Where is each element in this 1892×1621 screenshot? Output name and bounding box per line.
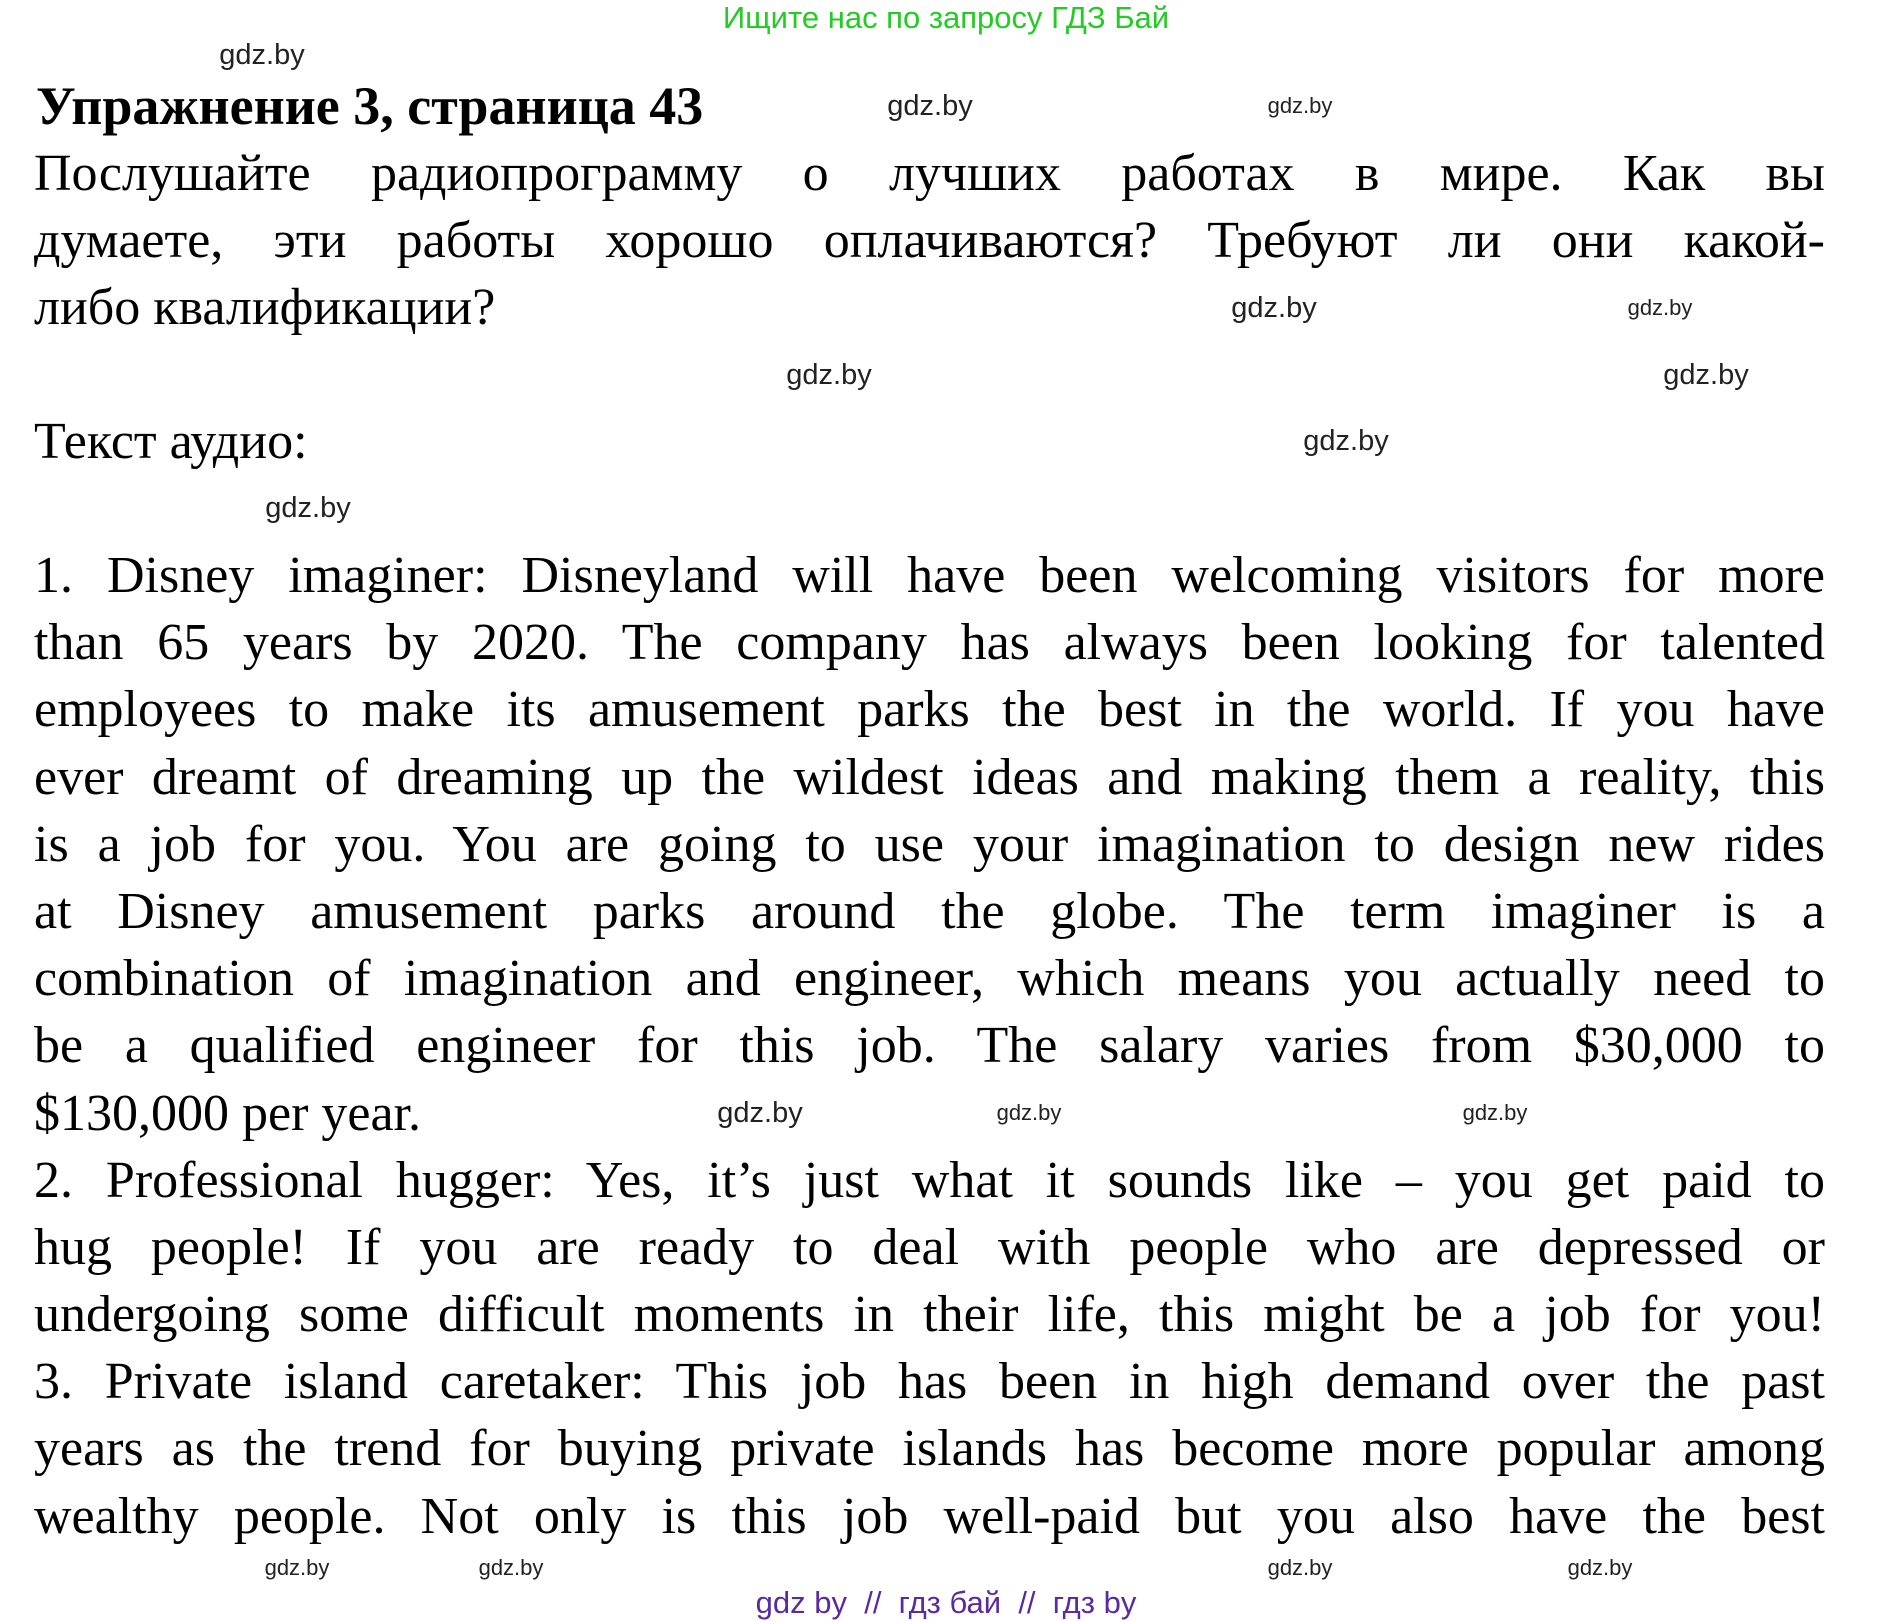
watermark: gdz.by [1627, 295, 1693, 320]
task-line: либо квалификации? [34, 279, 496, 337]
transcript-line: employees to make its amusement parks the best in the world. If you have [34, 681, 1825, 739]
watermark: gdz.by [1567, 1555, 1633, 1580]
task-paragraph [34, 140, 1825, 342]
transcript-line: 1. Disney imaginer: Disneyland will have been welcoming visitors for more [34, 547, 1825, 604]
transcript-line: wealthy people. Not only is this job well-paid but you also have the best [34, 1487, 1825, 1545]
watermark: gdz.by [786, 359, 872, 391]
transcript-line: be a qualified engineer for this job. The salary varies from $30,000 to [34, 1017, 1825, 1075]
watermark: gdz.by [264, 1555, 330, 1580]
transcript-line: $130,000 per year. [34, 1084, 422, 1142]
watermark: gdz.by [1462, 1100, 1528, 1125]
task-line: Послушайте радиопрограмму о лучших работах в мире. Как вы [34, 145, 1825, 202]
watermark: gdz.by [1267, 93, 1333, 118]
task-line: думаете, эти работы хорошо оплачиваются? Требуют ли они какой- [34, 212, 1825, 270]
exercise-title: Упражнение 3, страница 43 [36, 76, 704, 136]
transcript-line: is a job for you. You are going to use your imagination to design new rides [34, 815, 1825, 873]
transcript-line: hug people! If you are ready to deal with people who are depressed or [34, 1218, 1825, 1276]
transcript-line: undergoing some difficult moments in their life, this might be a job for you! [34, 1286, 1825, 1344]
transcript-line: 2. Professional hugger: Yes, it’s just what it sounds like – you get paid to [34, 1151, 1825, 1209]
watermark: gdz.by [1663, 359, 1749, 391]
transcript-line: than 65 years by 2020. The company has always been looking for talented [34, 614, 1825, 672]
transcript-line: combination of imagination and engineer, which means you actually need to [34, 950, 1825, 1008]
watermark: gdz.by [1231, 292, 1317, 324]
watermark: gdz.by [996, 1100, 1062, 1125]
audio-transcript [34, 542, 1825, 1550]
transcript-line: at Disney amusement parks around the globe. The term imaginer is a [34, 882, 1825, 940]
watermark: gdz.by [219, 39, 305, 71]
transcript-line: ever dreamt of dreaming up the wildest ideas and making them a reality, this [34, 748, 1825, 806]
footer-links[interactable]: gdz by // гдз бай // гдз by [755, 1585, 1137, 1620]
search-banner: Ищите нас по запросу ГДЗ Бай [722, 0, 1170, 35]
watermark: gdz.by [1303, 425, 1389, 457]
watermark: gdz.by [265, 492, 351, 524]
watermark: gdz.by [887, 90, 973, 122]
watermark: gdz.by [1267, 1555, 1333, 1580]
transcript-line: 3. Private island caretaker: This job has been in high demand over the past [34, 1353, 1825, 1411]
watermark: gdz.by [717, 1097, 803, 1129]
transcript-line: years as the trend for buying private islands has become more popular among [34, 1420, 1825, 1478]
audio-label [34, 408, 1825, 475]
audio-label-text: Текст аудио: [34, 413, 308, 470]
watermark: gdz.by [478, 1555, 544, 1580]
